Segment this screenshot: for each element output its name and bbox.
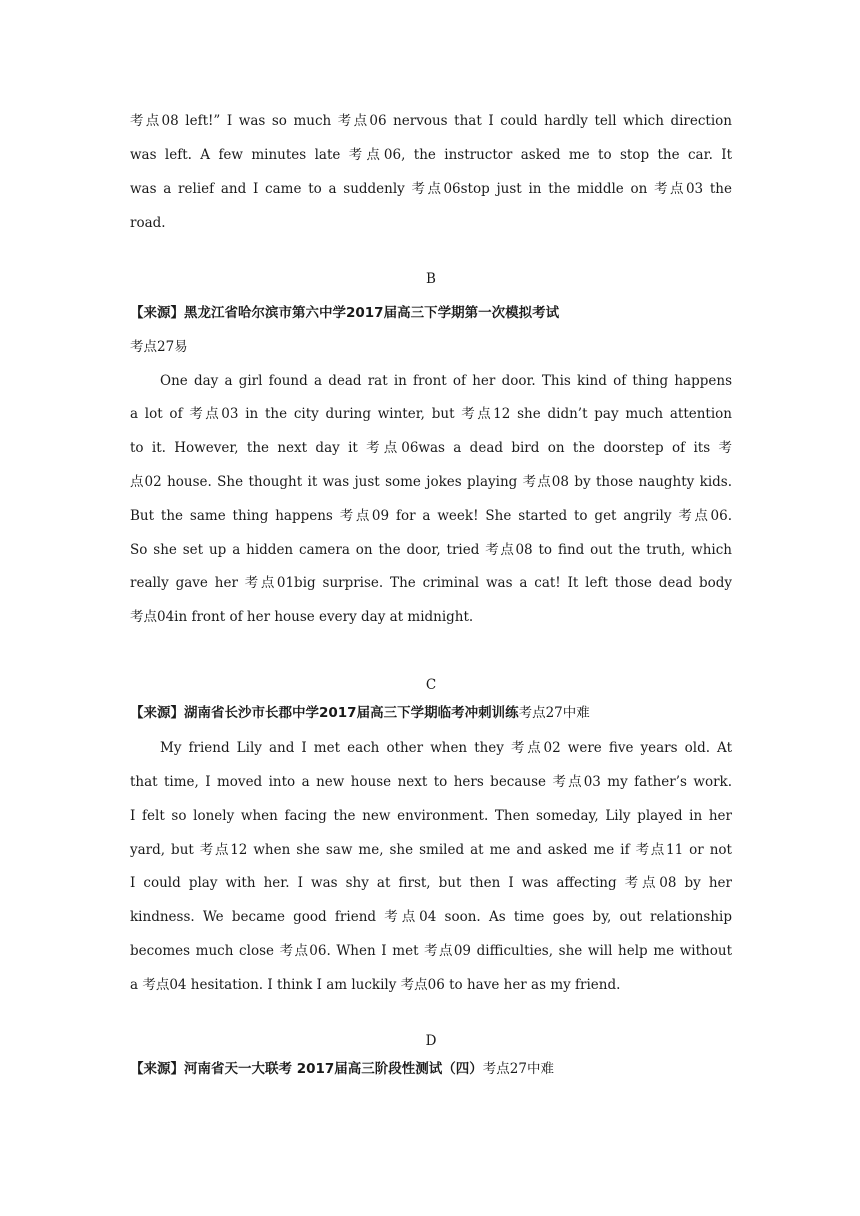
paragraph-line: was a relief and I came to a suddenly 考点06stop just in the middle on 考点03 the — [130, 181, 732, 197]
paragraph-line: 点02 house. She thought it was just some jokes playing 考点08 by those naughty kids. — [130, 474, 732, 490]
source-heading-c — [130, 703, 732, 723]
paragraph-line: road. — [130, 215, 166, 231]
section-letter-b: B — [426, 271, 436, 287]
paragraph-line: that time, I moved into a new house next to hers because 考点03 my father’s work. — [130, 774, 732, 790]
paragraph-line: I could play with her. I was shy at first, but then I was affecting 考点08 by her — [130, 875, 732, 891]
difficulty-label-d: 考点27中难 — [482, 1061, 554, 1077]
paragraph-line: to it. However, the next day it 考点06was a dead bird on the doorstep of its 考 — [130, 440, 732, 456]
paragraph-line: I felt so lonely when facing the new environment. Then someday, Lily played in her — [130, 808, 732, 824]
paragraph-line: really gave her 考点01big surprise. The criminal was a cat! It left those dead body — [130, 575, 732, 591]
paragraph-line: But the same thing happens 考点09 for a week! She started to get angrily 考点06. — [130, 508, 732, 524]
paragraph-line: So she set up a hidden camera on the door, tried 考点08 to find out the truth, which — [130, 542, 732, 558]
paragraph-line: becomes much close 考点06. When I met 考点09 difficulties, she will help me without — [130, 943, 732, 959]
paragraph-line: was left. A few minutes late 考点06, the instructor asked me to stop the car. It — [130, 147, 732, 163]
paragraph-line: kindness. We became good friend 考点04 soon. As time goes by, out relationship — [130, 909, 732, 925]
section-letter-d: D — [425, 1033, 437, 1049]
paragraph-line: yard, but 考点12 when she saw me, she smiled at me and asked me if 考点11 or not — [130, 842, 732, 858]
paragraph-line: 考点04in front of her house every day at midnight. — [130, 609, 474, 625]
difficulty-label-b: 考点27易 — [130, 339, 188, 355]
source-heading-d — [130, 1059, 732, 1079]
section-letter-c: C — [425, 677, 437, 693]
source-text-c: 【来源】湖南省长沙市长郡中学2017届高三下学期临考冲刺训练 — [130, 705, 519, 721]
source-heading-b: 【来源】黑龙江省哈尔滨市第六中学2017届高三下学期第一次模拟考试 — [130, 305, 560, 321]
paragraph-line: One day a girl found a dead rat in front of her door. This kind of thing happens — [160, 373, 732, 389]
paragraph-line: a 考点04 hesitation. I think I am luckily 考点06 to have her as my friend. — [130, 977, 621, 993]
paragraph-line: My friend Lily and I met each other when they 考点02 were five years old. At — [160, 740, 732, 756]
paragraph-line: a lot of 考点03 in the city during winter, but 考点12 she didn’t pay much attention — [130, 406, 732, 422]
source-text-d: 【来源】河南省天一大联考 2017届高三阶段性测试（四） — [130, 1061, 483, 1077]
paragraph-line: 考点08 left!” I was so much 考点06 nervous that I could hardly tell which direction — [130, 113, 732, 129]
difficulty-label-c: 考点27中难 — [518, 705, 590, 721]
